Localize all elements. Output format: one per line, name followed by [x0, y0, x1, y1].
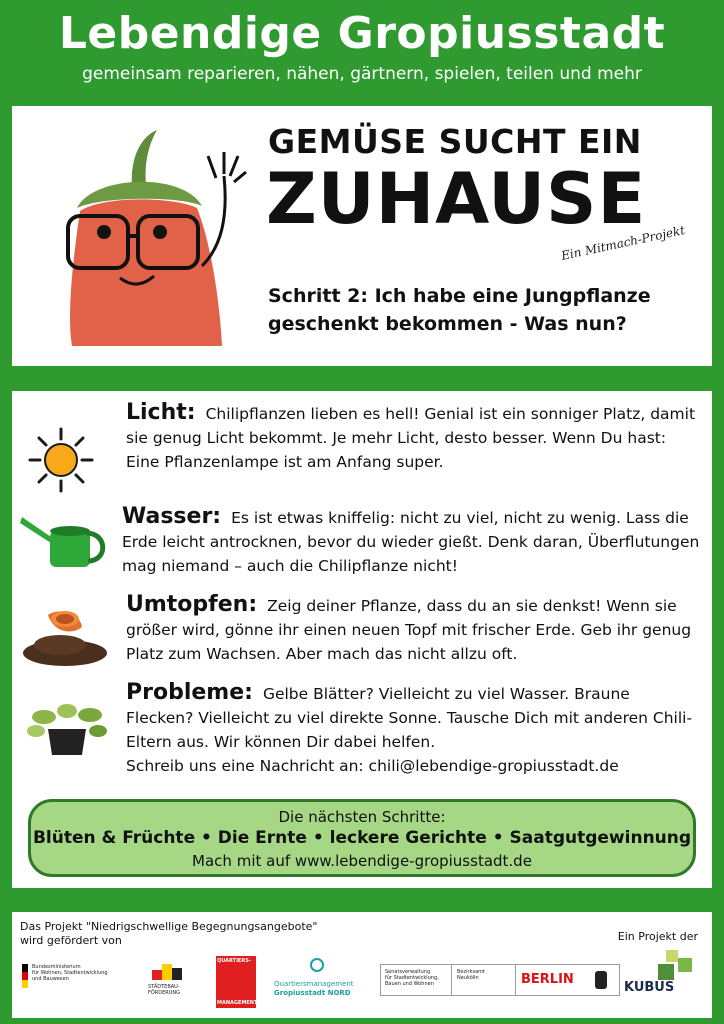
berlin-wordmark: BERLIN [521, 972, 574, 987]
next-steps-items: Blüten & Früchte • Die Ernte • leckere Gerichte • Saatgutgewinnung [32, 828, 692, 848]
qm-logo-line1: QUARTIERS- [217, 958, 251, 964]
site-subtitle: gemeinsam reparieren, nähen, gärtnern, spielen, teilen und mehr [82, 64, 642, 84]
staedtebau-line1: STÄDTEBAU- [148, 984, 180, 990]
tip-water-label: Wasser: [122, 504, 222, 529]
tip-problems-text: Gelbe Blätter? Vielleicht zu viel Wasser. Braune Flecken? Vielleicht zu viel direkte Sonne. Tausche Dich mit anderen Chili-Eltern aus. Wir können Dir dabei helfen. [126, 685, 693, 751]
qm-nord-line1: Quartiersmanagement [274, 980, 354, 988]
quartiersmanagement-logo [216, 956, 256, 1008]
sun-icon [28, 427, 94, 493]
contact-email-line[interactable]: Schreib uns eine Nachricht an: chili@lebendige-gropiusstadt.de [126, 757, 619, 775]
bezirk-line1: Bezirksamt [457, 969, 485, 975]
chili-mascot-illustration [32, 116, 262, 356]
bezirk-line2: Neukölln [457, 975, 479, 981]
tips-panel [12, 391, 712, 888]
staedtebau-line2: FÖRDERUNG [148, 990, 181, 996]
tip-problems-label: Probleme: [126, 680, 253, 705]
kubus-logo [620, 950, 706, 1008]
hero-step-heading: Schritt 2: Ich habe eine Jungpflanze geschenkt bekommen - Was nun? [268, 285, 651, 335]
berlin-bear-icon [595, 971, 607, 989]
tip-repot-text: Zeig deiner Pflanze, dass du an sie denkst! Wenn sie größer wird, gönne ihr einen neuen Topf mit frischer Erde. Geb ihr genug Platz zum Wachsen. Aber mach das nicht allzu oft. [126, 597, 692, 663]
hero-title-line2: ZUHAUSE [266, 158, 647, 240]
bmwsb-line2: für Wohnen, Stadtentwicklung [32, 970, 108, 976]
next-steps-cta[interactable]: Mach mit auf www.lebendige-gropiusstadt.de [192, 852, 532, 870]
site-title: Lebendige Gropiusstadt [58, 8, 666, 59]
tip-repot-label: Umtopfen: [126, 592, 258, 617]
bmwsb-line3: und Bauwesen [32, 976, 69, 982]
bmwsb-logo [22, 962, 134, 1002]
funding-line1: Das Projekt "Niedrigschwellige Begegnungsangebote" [20, 920, 318, 933]
header [0, 0, 724, 100]
bmwsb-line1: Bundesministerium [32, 964, 81, 970]
next-steps-box [28, 799, 696, 877]
staedtebaufoerderung-logo [146, 960, 194, 1004]
tip-light-label: Licht: [126, 400, 196, 425]
senat-line1: Senatsverwaltung [385, 969, 431, 975]
tip-water-text: Es ist etwas kniffelig: nicht zu viel, nicht zu wenig. Lass die Erde leicht antrocknen, bevor du wieder gießt. Denk daran, Überflutungen mag niemand – auch die Chilipflanze nicht! [122, 509, 700, 575]
kubus-wordmark: KUBUS [624, 980, 675, 995]
next-steps-heading: Die nächsten Schritte: [278, 808, 446, 826]
project-of-label: Ein Projekt der [617, 930, 698, 943]
hero-panel [12, 106, 712, 366]
watering-can-icon [20, 513, 106, 569]
senat-line3: Bauen und Wohnen [385, 981, 434, 987]
hero-tagline: Ein Mitmach-Projekt [559, 223, 687, 263]
qm-nord-line2: Gropiusstadt NORD [274, 989, 351, 997]
tip-light-text: Chilipflanzen lieben es hell! Genial ist ein sonniger Platz, damit sie genug Licht bekommt. Je mehr Licht, desto besser. Wenn Du hast: Eine Pflanzenlampe ist am Anfang super. [126, 405, 696, 471]
senat-bezirk-berlin-logo [380, 964, 620, 996]
qm-logo-line2: MANAGEMENT [217, 1000, 258, 1006]
funding-text [20, 920, 317, 948]
plant-pot-icon [24, 701, 110, 757]
footer [12, 912, 712, 1018]
pot-soil-icon [20, 605, 110, 669]
qm-gropiusstadt-nord-logo [274, 958, 360, 1004]
hero-title-line1: GEMÜSE SUCHT EIN [268, 122, 642, 161]
senat-line2: für Stadtentwicklung, [385, 975, 439, 981]
funding-line2: wird gefördert von [20, 934, 122, 947]
